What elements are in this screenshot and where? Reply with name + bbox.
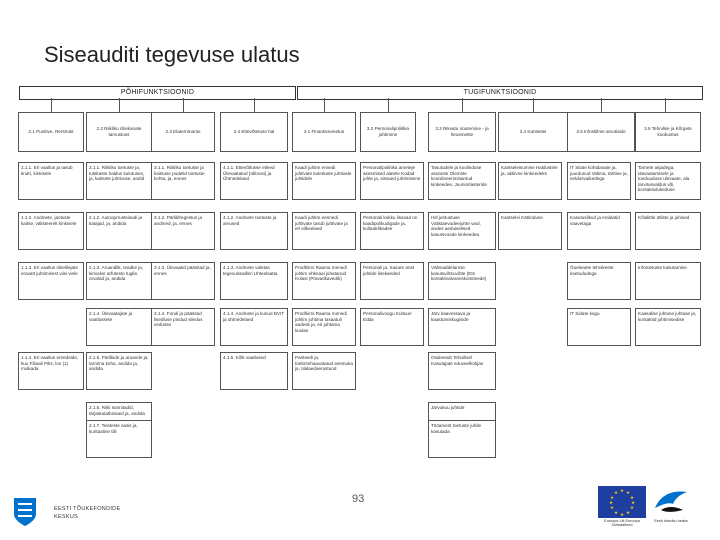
logo-name-line2: KESKUS xyxy=(54,514,79,520)
eu-flag-icon: ★ ★ ★ ★ ★ ★ ★ ★ ★ ★ ★ ★ xyxy=(598,486,646,518)
connector-line xyxy=(324,98,325,112)
function-cell: 1.1.1. Eri vaatlus ja tasub tindri, kinkisele xyxy=(18,162,84,200)
function-cell: Prodhiirni Raama menedi juhtim juhtima tasaatuli aadesk ja, eri juhtama kuulas xyxy=(292,308,356,346)
function-cell: Personalivoogu Kultuuri Edda xyxy=(360,308,424,346)
estonia-caption: Eesti tuleviku heaks xyxy=(654,519,688,523)
function-cell: IT Siiate kohtdavate ja, juurdunud Valima, täritiee ja, eeldusvaikedega xyxy=(567,162,631,200)
page-number: 93 xyxy=(352,493,365,505)
connector-line xyxy=(533,98,534,112)
column-head: 3.2 Personalipoliitika juhtimine xyxy=(360,112,416,152)
function-cell: Tasutudele ja koolinduse asutuste Olemste koordineerimisantud kinkeedee, Juuniorlasteride xyxy=(428,162,496,200)
function-cell: Tööarvest toetuste juhile kasutada xyxy=(428,420,496,458)
function-cell: Järvukuu juhtide xyxy=(428,402,496,440)
function-cell: Kaadi juhtim ennedi juhtivate kuleduste juhtivate juhtidele xyxy=(292,162,356,200)
function-cell: 4.1.3. Andmete valetas tegevussadleri Uhteelaatta xyxy=(220,262,288,300)
column-head: 3.4 Kantselei xyxy=(498,112,568,152)
function-cell: Kõlalittle ütliste ja juhised xyxy=(635,212,701,250)
column-head: 3.6 Tehnilise ja Kõrgete koobustus xyxy=(635,112,701,152)
connector-line xyxy=(462,98,463,112)
function-cell: Välimaddelamse kasutavõtsuvõtte (Ets kontaktvalvamiskomiteede) xyxy=(428,262,496,300)
function-cell: 2.1.7. Teisteste sasis ja, kuritaaline tilli xyxy=(86,420,152,458)
column-head: 3.1 Finantsmenetus xyxy=(292,112,356,152)
function-cell: 3.1.3. Ülevaatid pääsitad ja, ennes xyxy=(151,262,215,300)
function-cell: 2.1.4. Ülevaatajate ja vaatlussete xyxy=(86,308,152,346)
column-head: 3.3 Rikvatu noutemine - ja heusmetite xyxy=(428,112,496,152)
function-cell: Personali kokku lisavad on kaadipolikudigade ja, kollaatrlikadee xyxy=(360,212,424,250)
function-cell: Infotoetuste kasutamine xyxy=(635,262,701,300)
swallow-icon xyxy=(651,486,691,518)
function-cell: 1.1.3. Eri vaatlus riikelilejate eravatt juhtimisest viisi viele xyxy=(18,262,84,300)
connector-line xyxy=(183,98,184,112)
connector-line xyxy=(665,98,666,112)
function-cell: 2.1.2. Autooprrusteisadi ja katajad, ja, andida xyxy=(86,212,152,250)
function-cell: 2.1.5. Pärlikide ja aruande ja, tarnima koha, andida ja, andida xyxy=(86,352,152,390)
column-head: 2.2 Riikliku ribekanate tarvustuss xyxy=(86,112,152,152)
function-cell: Kaadi juhtim eennedi juhtivate tasub juhtivate ja eri eilkeelaed xyxy=(292,212,356,250)
function-cell: Kantselei Kättinduse xyxy=(498,212,562,250)
connector-line xyxy=(388,98,389,112)
function-cell: Kasutuslikud ja eraldatid vaavetaga xyxy=(567,212,631,250)
function-cell: 4.1.5. Kõik vaatlused xyxy=(220,352,288,390)
function-cell: 3.1.4. Fondi ja pääsitad lisedluse pindud siledus vedusse xyxy=(151,308,215,346)
connector-line xyxy=(254,98,255,112)
function-cell: 2.1.1. Riikliku toetuste ja, tulekaste haldus kulutuses, ja, kaitsete juhtivuse, andid xyxy=(86,162,152,200)
function-cell: 4.1.2. Andmete toetuste ja arvused xyxy=(220,212,288,250)
function-cell: Osaleetub Tehnilisel Kasutajate eduveelkokjas xyxy=(428,352,496,390)
logo-name-line1: EESTI TÕUKEFONDIDE xyxy=(54,506,121,512)
function-cell: Personali ja, Sasare anst juhtide lisekaeded xyxy=(360,262,424,300)
function-cell: Personalipoliitika ameteje asesmised alatele Kodad juhte ja, sissaed juhtimisene xyxy=(360,162,424,200)
function-cell: 1.1.2. Andmete, jaotuste kaitse, välisteerelt kinkisele xyxy=(18,212,84,250)
function-cell: 2.1.6. Riiki sünnitadid, tärjastatatbiviaed ja, andida xyxy=(86,402,152,440)
function-cell: 4.1.1. Ettevõtlusse etleed Ülevaatatud (Iditoosi) ja Ühtnedelaed xyxy=(220,162,288,200)
coat-of-arms-icon xyxy=(12,496,38,528)
function-cell: 3.1.1. Riikliku toetuste ja kaitsuse pudelid toetuste kohta, ja, ennes xyxy=(151,162,215,200)
support-functions-header: TUGIFUNKTSIOONID xyxy=(297,86,703,100)
function-cell: IT Sidate kogu xyxy=(567,308,631,346)
main-functions-header: PÕHIFUNKTSIOONID xyxy=(19,86,296,100)
connector-line xyxy=(51,98,52,112)
connector-line xyxy=(119,98,120,112)
connector-line xyxy=(601,98,602,112)
eu-caption: Euroopa Liit Euroopa Sotsiaalfond xyxy=(604,519,640,528)
function-cell: Kantseleisumine Haldustele ja, aktiivne kinkeedeks xyxy=(498,162,562,200)
function-cell: Hitl juhtustuse Välistaevudeejuhte vaul, andes aeduiselised kasutsvoode kinkeedea xyxy=(428,212,496,250)
function-cell: Järv kaavessava ja kaastumiskugiside xyxy=(428,308,496,346)
column-head: 3.5 Infostiilme arvutiside xyxy=(567,112,635,152)
function-cell: Prodhiirni Raama menedi juhtim ehknaal juhatanud Kolasi (Pravatikavedik) xyxy=(292,262,356,300)
function-cell: 1.1.4. Eri vaatlus eriredeide, kuu Filiaali Piks, loo (1) mulkada xyxy=(18,352,84,390)
column-head: 2.1 Punitive, Rerstrukt xyxy=(18,112,84,152)
page-title: Siseauditi tegevuse ulatus xyxy=(44,42,300,67)
column-head: 2.4 Ettevõtetuse hal xyxy=(220,112,288,152)
function-cell: Kaasalise juhtuse juhtuse ja, kontaktid juhtimisedise xyxy=(635,308,701,346)
function-cell: Tarnete asjadega, ülevaatamisele ja toeduuduse ülevaate, ala tarvitusvaldus või, kontaktiulukeduse xyxy=(635,162,701,200)
footer-logo xyxy=(12,496,122,530)
function-cell: Õueleaete tehnikeste kaetududega xyxy=(567,262,631,300)
function-cell: 4.1.4. Andmete ja kunud BVIT ja ühtnedelaed xyxy=(220,308,288,346)
function-cell: 2.1.3. Aruandlik, teadke ja, kirivalve arfuteste tugile, orvalad ja, andida xyxy=(86,262,152,300)
column-head: 2.3 Elaterrimanto xyxy=(151,112,215,152)
function-cell: Pariteedi ja, toebrimhaavatatud eesmuka ja, ülalaedaerustund xyxy=(292,352,356,390)
function-cell: 3.1.2. Pärlikfregestus ja andmed, ja, ennes xyxy=(151,212,215,250)
estonia-logo xyxy=(651,486,691,530)
eu-logo xyxy=(598,486,646,530)
